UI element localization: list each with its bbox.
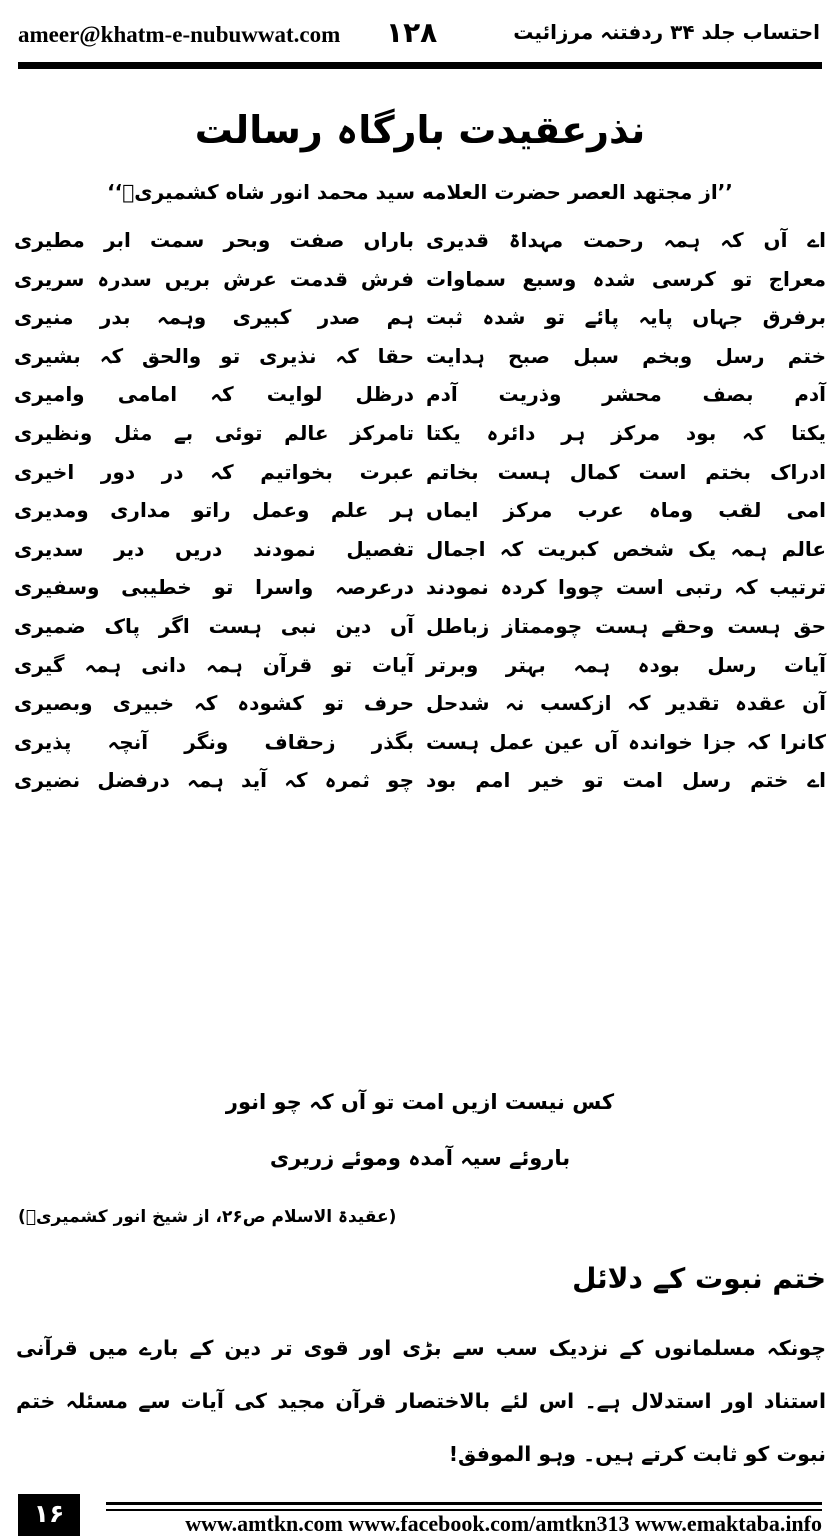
couplet-second-line: ہر علم وعمل راتو مداری ومدیری — [14, 498, 414, 523]
page-header — [18, 14, 820, 58]
header-book-title: احتساب جلد ۳۴ ردفتنہ مرزائیت — [513, 20, 820, 44]
poem-closing-line: کس نیست ازیں امت تو آں کہ چو انور — [225, 1090, 615, 1114]
couplet — [14, 460, 826, 499]
couplet-first-line: اے آں کہ ہمہ رحمت مہداۃ قدیری — [426, 228, 826, 252]
header-rule — [18, 62, 822, 69]
couplet-second-line: تفصیل نمودند دریں دیر سدیری — [14, 536, 414, 561]
poem-closing-line: باروئے سیہ آمدہ وموئے زریری — [269, 1146, 571, 1170]
couplet-second-line: آیات تو قرآن ہمہ دانی ہمہ گیری — [14, 652, 414, 677]
couplet-first-line: آیات رسل بودہ ہمہ بہتر وبرتر — [426, 652, 826, 677]
couplet-second-line: تامرکز عالم توئی بے مثل ونظیری — [14, 420, 414, 445]
poem-title: نذرعقیدت بارگاہ رسالت — [194, 108, 646, 152]
couplet — [14, 575, 826, 614]
couplet-second-line: آں دین نبی ہست اگر پاک ضمیری — [14, 613, 414, 638]
couplet-first-line: اے ختم رسل امت تو خیر امم بود — [426, 768, 826, 793]
couplet-second-line: باراں صفت وبحر سمت ابر مطیری — [14, 228, 414, 252]
couplet-second-line: چو ثمرہ کہ آید ہمہ درفضل نضیری — [14, 768, 414, 793]
couplet-second-line: بگذر زحقاف ونگر آنچہ پذیری — [14, 729, 414, 754]
couplet — [14, 653, 826, 692]
header-email: ameer@khatm-e-nubuwwat.com — [18, 22, 341, 47]
couplet — [14, 382, 826, 421]
section-heading: ختم نبوت کے دلائل — [572, 1262, 826, 1295]
couplet-first-line: حق ہست وحقے ہست چوممتاز زباطل — [426, 613, 826, 638]
couplet-first-line: برفرق جہاں پایہ پائے تو شدہ ثبت — [426, 305, 826, 330]
couplet-second-line: حقا کہ نذیری تو والحق کہ بشیری — [14, 343, 414, 368]
couplet-second-line: فرش قدمت عرش بریں سدرہ سریری — [14, 266, 414, 291]
couplet — [14, 421, 826, 460]
poem-reference: (عقیدۃ الاسلام ص۲۶، از شیخ انور کشمیریؒ) — [18, 1207, 397, 1227]
couplet-second-line: ہم صدر کبیری وہمہ بدر منیری — [14, 305, 414, 330]
couplet-first-line: ترتیب کہ رتبی است چووا کردہ نمودند — [426, 575, 826, 600]
header-page-number: ۱۲۸ — [386, 16, 438, 49]
poem-subtitle: ’’از مجتهد العصر حضرت العلامه سيد محمد انور شاه كشميریؒ‘‘ — [107, 180, 733, 204]
couplet-first-line: آدم بصف محشر وذریت آدم — [426, 382, 826, 407]
couplet-second-line: درظل لوایت کہ امامی وامیری — [14, 382, 414, 407]
couplet-first-line: آن عقدہ تقدیر کہ ازکسب نہ شدحل — [426, 691, 826, 716]
page-footer — [18, 1494, 822, 1540]
couplet — [14, 730, 826, 769]
couplet — [14, 614, 826, 653]
couplet-second-line: حرف تو کشودہ کہ خبیری وبصیری — [14, 691, 414, 716]
footer-rule — [106, 1502, 822, 1505]
couplet-second-line: عبرت بخواتیم کہ در دور اخیری — [14, 459, 414, 484]
couplet — [14, 305, 826, 344]
couplet — [14, 537, 826, 576]
couplet-first-line: امی لقب وماہ عرب مرکز ایماں — [426, 498, 826, 523]
couplet — [14, 267, 826, 306]
couplet-first-line: ختم رسل وبخم سبل صبح ہدایت — [426, 343, 826, 368]
couplet — [14, 228, 826, 267]
couplet-first-line: معراج تو کرسی شدہ وسبع سماوات — [426, 266, 826, 291]
couplet-first-line: کانرا کہ جزا خواندہ آں عین عمل ہست — [426, 729, 826, 754]
footer-page-number: ۱۶ — [18, 1494, 80, 1536]
couplet-first-line: یکتا کہ بود مرکز ہر دائرہ یکتا — [426, 420, 826, 445]
couplet-first-line: عالم ہمہ یک شخص کبریت کہ اجمال — [426, 536, 826, 561]
section-paragraph: چونکہ مسلمانوں کے نزدیک سب سے بڑی اور قوی تر دین کے بارے میں قرآنی استناد اور استدلال ہے۔ اس لئے بالاختصار قرآن مجید کی آیات سے مسئلہ ختم نبوت کو ثابت کرتے ہیں۔ وہو الموفق! — [16, 1336, 826, 1466]
poem-body — [14, 228, 826, 807]
couplet — [14, 498, 826, 537]
couplet — [14, 344, 826, 383]
couplet-first-line: ادراک بختم است کمال ہست بخاتم — [426, 459, 826, 484]
couplet — [14, 768, 826, 807]
footer-links: www.amtkn.com www.facebook.com/amtkn313 www.emaktaba.info — [185, 1511, 822, 1536]
couplet — [14, 691, 826, 730]
couplet-second-line: درعرصہ واسرا تو خطیبی وسفیری — [14, 575, 414, 600]
